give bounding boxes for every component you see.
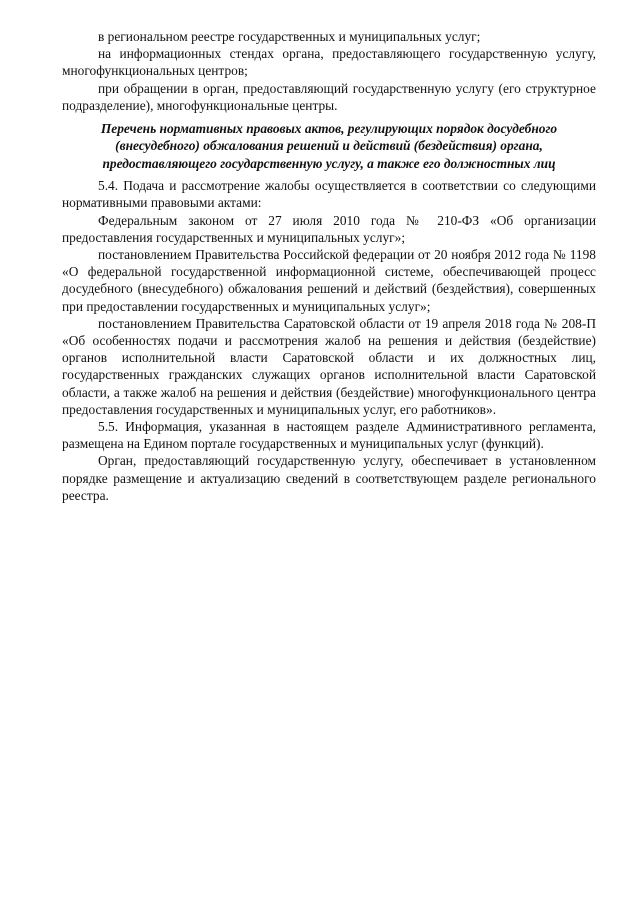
document-page [62,28,596,504]
paragraph-saratov-government-resolution: постановлением Правительства Саратовской области от 19 апреля 2018 года № 208-П «Об особенностях подачи и рассмотрения жалоб на решения и действия (бездействие) органов исполнительной власти Саратовской области и их должностных лиц, государственных гражданских служащих органов исполнительной власти Саратовской области, а также жалоб на решения и действия (бездействие) многофункционального центра предоставления государственных и муниципальных услуг, его работников». [62,315,596,417]
paragraph-in-person-request: при обращении в орган, предоставляющий государственную услугу (его структурное подразделение), многофункциональные центры. [62,80,596,113]
paragraph-information-stands: на информационных стендах органа, предоставляющего государственную услугу, многофункциональных центров; [62,46,596,79]
paragraph-federal-law: Федеральным законом от 27 июля 2010 года № 210-ФЗ «Об организации предоставления государственных и муниципальных услуг»; [62,212,596,245]
paragraph-rf-government-resolution: постановлением Правительства Российской федерации от 20 ноября 2012 года № 1198 «О федеральной государственной информационной системе, обеспечивающей процесс досудебного (внесудебного) обжалования решений и действий (бездействия), совершенных при предоставлении государственных и муниципальных услуг»; [62,247,596,314]
section-heading: Перечень нормативных правовых актов, регулирующих порядок досудебного (внесудебного) обжалования решений и действий (бездействия) органа, предоставляющего государственную услугу, а также его должностных лиц [100,121,558,171]
paragraph-5-4: 5.4. Подача и рассмотрение жалобы осуществляется в соответствии со следующими нормативными правовыми актами: [62,178,596,211]
paragraph-regional-registry: в региональном реестре государственных и муниципальных услуг; [98,29,481,44]
paragraph-registry-update: Орган, предоставляющий государственную услугу, обеспечивает в установленном порядке размещение и актуализацию сведений в соответствующем разделе регионального реестра. [62,453,596,503]
paragraph-5-5: 5.5. Информация, указанная в настоящем разделе Административного регламента, размещена на Едином портале государственных и муниципальных услуг (функций). [62,419,596,452]
